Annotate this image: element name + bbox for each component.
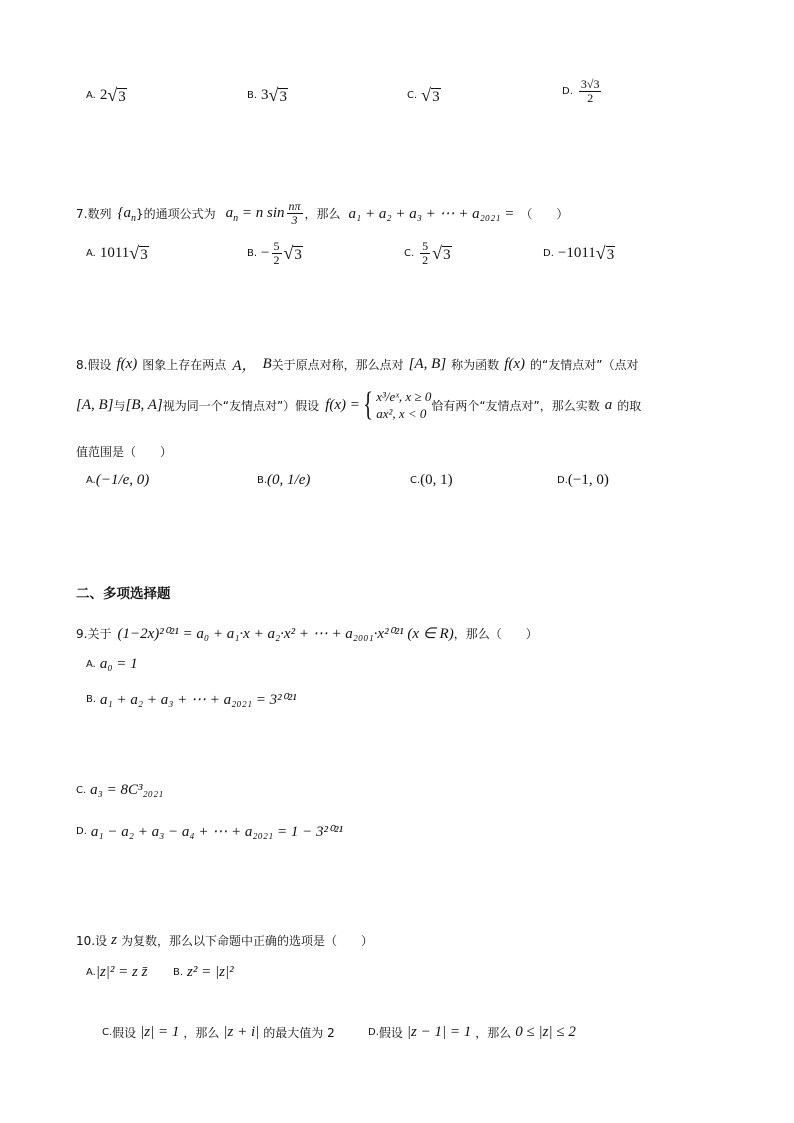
q6-option-d xyxy=(562,78,603,105)
point-b: B xyxy=(262,356,272,372)
option-value: a₃ = 8C³₂₀₂₁ xyxy=(90,782,164,798)
option-value: z² = |z|² xyxy=(187,964,234,980)
option-label: B. xyxy=(86,694,97,705)
sqrt: √ 3 xyxy=(595,243,615,263)
stem-text: 恰有两个“友情点对”，那么实数 xyxy=(431,398,600,413)
coef: 2 xyxy=(99,87,108,103)
option-label: D. xyxy=(368,1027,379,1038)
expression: 0 ≤ |z| ≤ 2 xyxy=(515,1024,576,1040)
answer-paren: （ ） xyxy=(520,207,569,221)
question-number: 9. xyxy=(76,626,88,641)
sqrt: √ 3 xyxy=(268,85,287,105)
stem-text: 图象上存在两点 xyxy=(142,358,227,372)
q8-option-c xyxy=(410,472,453,489)
variable-a: a xyxy=(604,396,613,413)
stem-text: 关于原点对称，那么点对 xyxy=(271,358,404,372)
coef: 3 xyxy=(261,87,269,103)
option-label: D. xyxy=(543,248,554,259)
sqrt: √ 3 xyxy=(129,243,148,263)
q8-option-b xyxy=(257,472,310,489)
stem-text: 数列 xyxy=(87,207,112,221)
q7-option-a xyxy=(86,244,149,263)
option-value: a₀ = 1 xyxy=(99,656,138,672)
stem-text: ，那么（ ） xyxy=(453,627,538,641)
option-value: (−1/e, 0) xyxy=(95,472,150,488)
stem-text: 与 xyxy=(113,398,126,413)
q10-option-a xyxy=(86,964,147,981)
q6-option-b xyxy=(247,86,288,105)
option-text: ，那么 xyxy=(475,1026,512,1040)
option-value: (0, 1) xyxy=(420,472,453,488)
function-definition: f(x) = xyxy=(325,396,360,413)
q8-option-a xyxy=(86,472,149,489)
q10-option-b xyxy=(173,964,234,981)
sqrt: √ 3 xyxy=(107,85,126,105)
fraction: $\frac{3√3}{2}$ xyxy=(580,77,600,105)
q8-line-1 xyxy=(76,354,638,375)
stem-text: 视为同一个“友情点对”）假设 xyxy=(162,398,320,413)
point-a: A， xyxy=(232,358,257,374)
stem-text: 假设 xyxy=(87,358,112,372)
sqrt: √ 3 xyxy=(432,243,451,263)
stem-text: 的取 xyxy=(617,398,642,413)
stem-text: ，那么 xyxy=(304,207,341,221)
option-label: C. xyxy=(102,1027,113,1038)
section-heading: 二、多项选择题 xyxy=(76,586,171,602)
point-pair: [A, B] xyxy=(408,356,447,372)
option-label: D. xyxy=(76,826,87,837)
sequence-symbol: {$a_n$ xyxy=(117,205,136,224)
stem-text: 的“友情点对”（点对 xyxy=(530,358,639,372)
option-label: A. xyxy=(86,248,96,259)
fraction: $\frac{5}{2}$ xyxy=(422,239,429,267)
q9-option-d xyxy=(76,822,343,841)
q10-option-d xyxy=(368,1024,580,1041)
function-symbol: f(x) xyxy=(116,356,138,372)
stem-text: 关于 xyxy=(87,627,112,641)
coef: −1011 xyxy=(557,245,596,261)
sign: − xyxy=(261,245,270,261)
expansion-expression: (1−2x)²⁰²¹ = a₀ + a₁·x + a₂·x² + ⋯ + a₂₀₀₁·x²⁰²¹ (x ∈ R) xyxy=(117,626,454,642)
option-label: C. xyxy=(410,475,421,486)
q8-option-d xyxy=(557,472,609,489)
point-pair: [A, B] xyxy=(76,396,114,413)
q6-option-a xyxy=(86,86,127,105)
condition: |z − 1| = 1 xyxy=(406,1024,472,1040)
option-label: D. xyxy=(557,475,568,486)
q8-line-2 xyxy=(76,388,641,422)
condition: |z| = 1 xyxy=(140,1024,180,1040)
sum-expression: a₁ + a₂ + a₃ + ⋯ + a₂₀₂₁ = xyxy=(348,206,515,222)
q7-option-c xyxy=(404,240,452,267)
option-label: C. xyxy=(407,90,418,101)
q9-stem xyxy=(76,624,538,643)
case-1: x³/eˣ, x ≥ 0 xyxy=(376,389,432,404)
stem-text: }的通项公式为 xyxy=(135,207,216,221)
variable-z: z xyxy=(111,932,117,948)
option-value: a₁ − a₂ + a₃ − a₄ + ⋯ + a₂₀₂₁ = 1 − 3²⁰²¹ xyxy=(90,824,343,840)
point-pair: [B, A] xyxy=(125,396,163,413)
q7-stem xyxy=(76,200,568,227)
function-symbol: f(x) xyxy=(504,356,526,372)
option-value: a₁ + a₂ + a₃ + ⋯ + a₂₀₂₁ = 3²⁰²¹ xyxy=(100,692,297,708)
sqrt: √ 3 xyxy=(283,243,302,263)
option-text: 假设 xyxy=(112,1026,137,1040)
option-label: D. xyxy=(562,86,573,97)
case-2: ax², x < 0 xyxy=(376,406,427,421)
stem-text: 为复数，那么以下命题中正确的选项是（ ） xyxy=(120,934,373,948)
expression: |z + i| xyxy=(223,1024,260,1040)
option-text: 假设 xyxy=(378,1026,403,1040)
option-label: A. xyxy=(86,659,96,670)
sqrt: √ 3 xyxy=(421,85,440,105)
fraction: $\frac{5}{2}$ xyxy=(273,239,280,267)
option-label: C. xyxy=(404,248,415,259)
question-number: 8. xyxy=(76,357,88,372)
q10-stem xyxy=(76,932,373,949)
q9-option-a xyxy=(86,656,138,673)
option-label: B. xyxy=(247,248,258,259)
option-value: (0, 1/e) xyxy=(267,472,311,488)
q7-option-d xyxy=(543,244,615,263)
fraction: $\frac{n\pi}{3}$ xyxy=(288,199,301,227)
q9-option-b xyxy=(86,690,297,709)
option-label: A. xyxy=(86,90,96,101)
option-label: C. xyxy=(76,785,87,796)
coef: 1011 xyxy=(99,245,130,261)
piecewise-cases: { x³/eˣ, x ≥ 0 ax², x < 0 xyxy=(363,386,432,423)
q7-option-b xyxy=(247,240,303,267)
option-text: 的最大值为 2 xyxy=(263,1026,335,1040)
stem-text: 称为函数 xyxy=(451,358,500,372)
q6-option-c xyxy=(407,86,441,105)
option-label: B. xyxy=(257,475,268,486)
option-label: A. xyxy=(86,475,96,486)
option-label: A. xyxy=(86,967,96,978)
q9-option-c xyxy=(76,782,163,799)
stem-text: 设 xyxy=(95,934,108,948)
q10-option-c xyxy=(102,1024,335,1041)
option-text: ，那么 xyxy=(183,1026,220,1040)
question-number: 7. xyxy=(76,206,88,221)
formula: $a_n = n$ sin xyxy=(225,205,285,224)
q8-line-3: 值范围是（ ） xyxy=(76,445,173,459)
question-number: 10. xyxy=(76,933,96,948)
option-value: |z|² = z z̄ xyxy=(95,964,148,980)
option-label: B. xyxy=(247,90,258,101)
option-label: B. xyxy=(173,967,184,978)
option-value: (−1, 0) xyxy=(567,472,609,488)
